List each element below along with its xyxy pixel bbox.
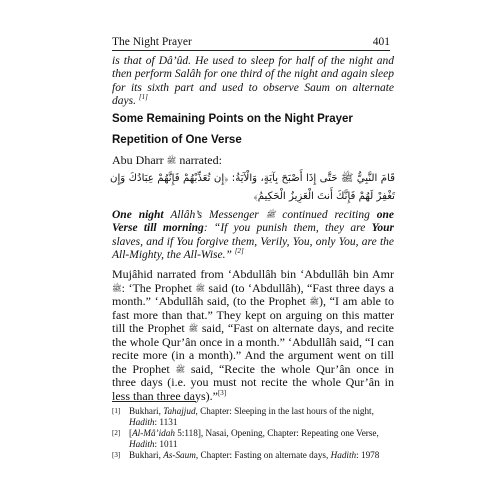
footnote-italic: As-Saum (163, 449, 196, 460)
footnote-ref-2: [2] (234, 247, 244, 256)
translation-bold-one-verse: one Verse till morning (112, 209, 394, 235)
translation-bold-one-night: One night (112, 209, 164, 221)
hadith-translation (112, 208, 394, 262)
section-heading: Some Remaining Points on the Night Prayer (112, 113, 353, 125)
footnote-number: [1] (112, 407, 121, 415)
footnote-3 (112, 450, 394, 461)
page-number: 401 (372, 36, 390, 48)
honorific-symbol: ﷺ (166, 156, 177, 165)
footnote-1 (112, 406, 394, 428)
footnote-italic: Al-Mâ’idah (132, 427, 175, 438)
footnote-number: [2] (112, 428, 121, 437)
paragraph-text-6: said, “Recite the whole Qur’ân once in three days (i.e. you must not recite the whole Qur’ân in less than three days).” (112, 361, 394, 403)
intro-quote (112, 55, 394, 108)
footnote-text: Bukhari, (129, 449, 164, 460)
footnote-2 (112, 428, 394, 450)
translation-text-3: : “If you punish them, they are (203, 222, 372, 235)
intro-quote-text: is that of Dâ’ûd. He used to sleep for half of the night and then perform Salâh for one third of the night and again sleep for its sixth part and used to observe Saum on alternate days. (112, 55, 394, 107)
footnotes (112, 406, 394, 461)
honorific-symbol: ﷺ (195, 283, 205, 293)
footnote-italic: Hadith (330, 449, 357, 460)
running-title: The Night Prayer (112, 36, 192, 48)
footnote-text: 5:118], Nasai, Opening, Chapter: Repeating one Verse, (174, 427, 379, 438)
footnote-divider (112, 401, 196, 402)
translation-text-4: slaves, and if You forgive them, Verily, You, only You, are the All-Mighty, the All-Wise.” (112, 235, 394, 261)
footnote-text: , Chapter: Sleeping in the last hours of the night, (195, 406, 374, 416)
honorific-symbol: ﷺ (265, 210, 276, 219)
paragraph-text-1: Mujâhid narrated from ‘Abdullâh bin ‘Abdullâh bin Amr (112, 267, 394, 281)
translation-text-2: continued reciting (275, 209, 377, 221)
footnote-italic: Hadith (129, 438, 155, 449)
paragraph-text-3: said (to ‘Abdullâh), “Fast three days a month.” ‘Abdullâh said, (to the Prophet (112, 280, 394, 308)
translation-text-1: Allâh’s Messenger (163, 209, 266, 221)
narration-intro (112, 154, 394, 167)
footnote-text: : 1131 (154, 416, 178, 427)
footnote-text: Bukhari, (129, 406, 164, 416)
footnote-italic: Hadith (129, 416, 155, 427)
paragraph-text-4: ), “I am able to fast more than that.” They kept on arguing on this matter till the Prophet (112, 294, 394, 335)
honorific-symbol: ﷺ (175, 364, 186, 374)
honorific-symbol: ﷺ (112, 283, 122, 293)
page-header (112, 36, 390, 51)
footnote-ref-1: [1] (138, 93, 148, 102)
footnote-text: [ (129, 427, 133, 438)
footnote-text: , Chapter: Fasting on alternate days, (195, 449, 331, 460)
footnote-italic: Tahajjud (163, 406, 196, 416)
honorific-symbol: ﷺ (188, 324, 199, 333)
paragraph-text-5: said, “Fast on alternate days, and recite the whole Qur’ân once in a month.” ‘Abdullâh said, “I can recite more (in a month).” And the argument went on till the Prophet (112, 321, 394, 376)
footnote-text: : 1978 (356, 449, 380, 460)
subsection-heading: Repetition of One Verse (112, 134, 242, 146)
paragraph-text-2: : ‘The Prophet (121, 280, 196, 295)
narrated-word: narrated: (179, 153, 222, 167)
honorific-symbol: ﷺ (309, 297, 319, 306)
footnote-text: : 1011 (154, 438, 178, 449)
arabic-hadith-text: قَامَ النَّبِيُّ ﷺ حَتَّى إِذَا أَصْبَحَ بِآيَةٍ، وَالْآيَةُ: ﴿إِن تُعَذِّبْهُمْ فَإِنَّهُمْ عِبَادُكَ وَإِن تَغْفِرْ لَهُمْ فَإِنَّكَ أَنتَ الْعَزِيزُ الْحَكِيمُ﴾ (110, 173, 395, 202)
narrator-name: Abu Dharr (112, 153, 164, 167)
footnote-ref-3: [3] (217, 388, 227, 397)
translation-bold-your: Your (371, 222, 394, 235)
footnote-number: [3] (112, 450, 121, 459)
mujahid-paragraph (112, 268, 394, 403)
